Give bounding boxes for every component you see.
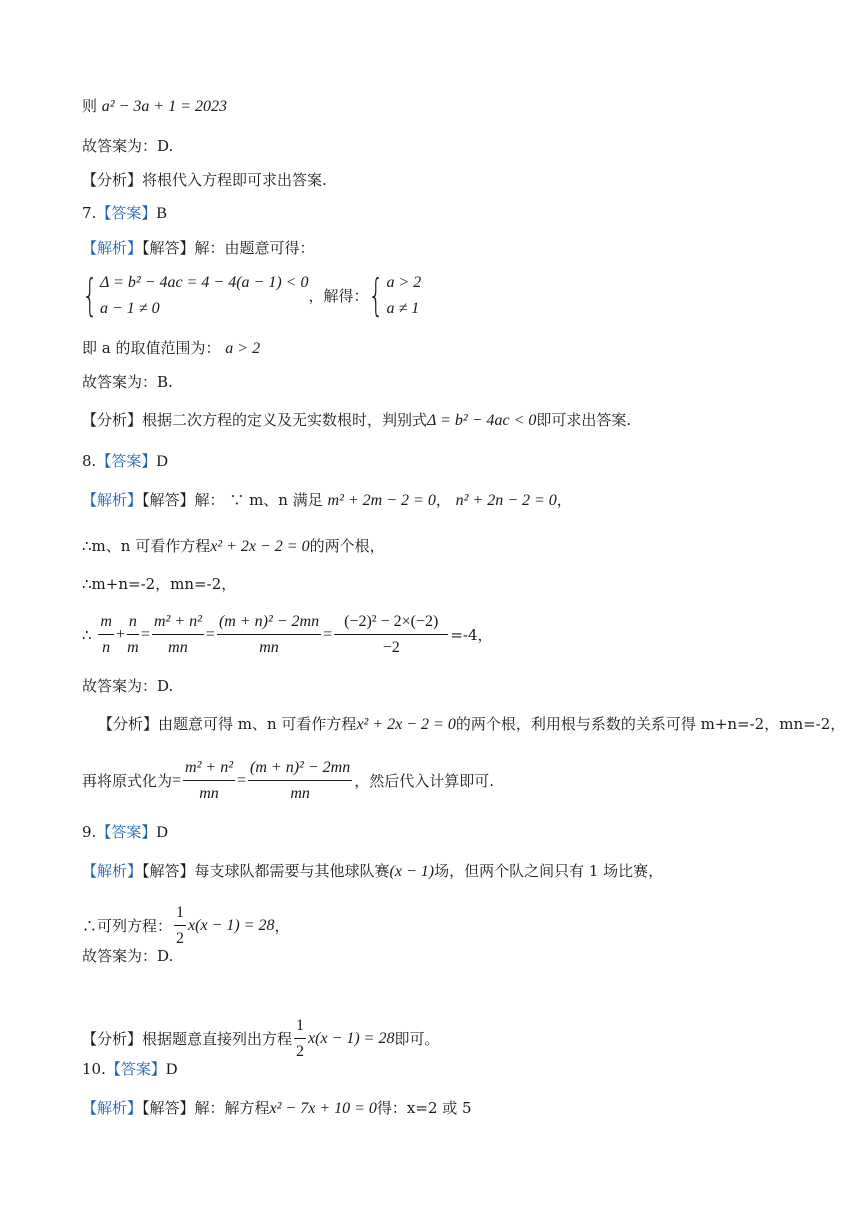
analysis-text: 【分析】根据题意直接列出方程 xyxy=(82,1030,293,1048)
denominator: n xyxy=(102,639,111,656)
explanation-tag: 【解析】 xyxy=(82,239,143,257)
question-7-solution-intro xyxy=(82,238,315,258)
answer-line: 故答案为：B. xyxy=(82,373,173,391)
denominator: mn xyxy=(259,639,279,656)
explanation-tag: 【解析】 xyxy=(82,491,143,509)
question-8-line-2 xyxy=(82,536,385,557)
solution-text: 【解答】每支球队都需要与其他球队赛 xyxy=(142,862,390,880)
equation: x² − 7x + 10 = 0 xyxy=(269,1100,377,1117)
question-number: 7. xyxy=(82,204,97,222)
solution-text: 场，但两个队之间只有 1 场比赛， xyxy=(434,862,664,880)
question-number: 10. xyxy=(82,1060,106,1078)
fraction-2 xyxy=(248,758,352,804)
solution-text: 【解答】解：由题意可得： xyxy=(142,239,315,257)
denominator: −2 xyxy=(382,639,400,656)
denominator: m xyxy=(127,639,139,656)
comma: ， xyxy=(274,917,290,935)
math-expression: a² − 3a + 1 = 2023 xyxy=(101,98,227,115)
solution-system xyxy=(386,270,421,322)
answer-tag: 【答案】 xyxy=(96,452,157,470)
numerator: (−2)² − 2×(−2) xyxy=(334,612,448,635)
question-8-analysis-1 xyxy=(98,714,845,735)
analysis-text: 的两个根，利用根与系数的关系可得 m+n=-2，mn=-2， xyxy=(455,715,846,733)
range-math: a > 2 xyxy=(225,340,261,357)
numerator: m² + n² xyxy=(183,758,235,781)
analysis-text: 再将原式化为 xyxy=(82,772,173,790)
result-text: =-4， xyxy=(450,626,493,644)
equals-sign: = xyxy=(237,772,247,789)
question-8-analysis-2 xyxy=(82,758,494,804)
text: ∴可列方程： xyxy=(82,917,173,935)
therefore-icon: ∴ xyxy=(82,626,92,644)
question-9-line-1 xyxy=(82,861,663,882)
fraction-1 xyxy=(183,758,235,804)
equals-sign: = xyxy=(323,626,333,643)
denominator: mn xyxy=(290,785,310,802)
left-brace-icon: { xyxy=(82,270,98,321)
solution-row-1: a > 2 xyxy=(386,274,422,291)
solution-text: 【解答】解：解方程 xyxy=(142,1099,270,1117)
question-number: 9. xyxy=(82,823,97,841)
comma: ， xyxy=(435,491,451,509)
answer-value: D xyxy=(165,1061,178,1078)
equation-n: n² + 2n − 2 = 0 xyxy=(455,492,557,509)
answer-value: B xyxy=(156,205,167,222)
numerator: m xyxy=(98,612,114,635)
question-8-header xyxy=(82,451,168,472)
solution-text: 【解答】解： xyxy=(142,491,225,509)
question-9-analysis xyxy=(82,1016,439,1062)
given-text: ∵ m、n 满足 xyxy=(229,491,323,509)
solution-text: 得：x=2 或 5 xyxy=(376,1099,472,1117)
question-8-line-4 xyxy=(82,612,493,658)
denominator: mn xyxy=(199,785,219,802)
solve-text: ，解得： xyxy=(308,287,369,305)
fraction-n-over-m xyxy=(127,612,139,658)
analysis-text-end: 即可求出答案. xyxy=(536,411,632,429)
answer-value: D xyxy=(156,824,168,841)
fraction-half xyxy=(174,903,186,949)
question-7-analysis xyxy=(82,410,631,431)
question-number: 8. xyxy=(82,452,97,470)
equation-system xyxy=(100,270,308,322)
analysis-text: ，然后代入计算即可. xyxy=(354,772,494,790)
math-x-minus-1: (x − 1) xyxy=(389,863,435,880)
answer-tag: 【答案】 xyxy=(96,823,157,841)
answer-line: 故答案为：D. xyxy=(82,137,174,155)
line-result xyxy=(82,96,227,117)
equation-x: x² + 2x − 2 = 0 xyxy=(356,716,456,733)
fraction-3 xyxy=(334,612,448,658)
text: ∴m、n 可看作方程 xyxy=(82,537,211,555)
equals-sign: = xyxy=(172,772,182,789)
numerator: (m + n)² − 2mn xyxy=(217,612,321,635)
answer-line: 故答案为：D. xyxy=(82,677,174,695)
equation: x(x − 1) = 28 xyxy=(308,1030,395,1047)
question-9-line-2 xyxy=(82,903,289,949)
text-prefix: 则 xyxy=(82,97,98,115)
equation-x: x² + 2x − 2 = 0 xyxy=(210,538,310,555)
denominator: mn xyxy=(168,639,188,656)
plus-sign: + xyxy=(115,626,125,643)
answer-value: D xyxy=(156,453,168,470)
numerator: 1 xyxy=(294,1016,306,1039)
discriminant-math: Δ = b² − 4ac < 0 xyxy=(427,412,537,429)
analysis-text: 【分析】由题意可得 m、n 可看作方程 xyxy=(98,715,357,733)
question-8-line-1 xyxy=(82,490,572,511)
system-row-2: a − 1 ≠ 0 xyxy=(100,300,160,317)
answer-tag: 【答案】 xyxy=(105,1060,166,1078)
analysis-tag: 【分析】 xyxy=(82,171,143,189)
equals-sign: = xyxy=(205,626,215,643)
explanation-tag: 【解析】 xyxy=(82,862,143,880)
fraction-1 xyxy=(152,612,204,658)
question-7-range xyxy=(82,338,260,359)
denominator: 2 xyxy=(176,930,185,947)
analysis-line xyxy=(82,170,327,190)
numerator: (m + n)² − 2mn xyxy=(248,758,352,781)
numerator: n xyxy=(127,612,139,635)
equation: x(x − 1) = 28 xyxy=(188,917,275,934)
numerator: m² + n² xyxy=(152,612,204,635)
comma: ， xyxy=(556,491,572,509)
fraction-2 xyxy=(217,612,321,658)
question-7-system xyxy=(82,270,421,322)
analysis-tag: 【分析】 xyxy=(82,411,143,429)
analysis-text: 将根代入方程即可求出答案. xyxy=(142,171,327,189)
question-9-header xyxy=(82,822,168,843)
answer-line: 故答案为：D. xyxy=(82,947,174,965)
numerator: 1 xyxy=(174,903,186,926)
left-brace-icon: { xyxy=(368,270,385,321)
explanation-tag: 【解析】 xyxy=(82,1099,143,1117)
equals-sign: = xyxy=(140,626,150,643)
fraction-m-over-n xyxy=(98,612,114,658)
question-8-line-3: ∴m+n=-2，mn=-2， xyxy=(82,575,237,593)
fraction-half xyxy=(294,1016,306,1062)
analysis-text: 即可。 xyxy=(394,1030,440,1048)
analysis-text: 根据二次方程的定义及无实数根时，判别式 xyxy=(142,411,428,429)
denominator: 2 xyxy=(296,1043,305,1060)
solution-row-2: a ≠ 1 xyxy=(386,300,420,317)
question-10-line-1 xyxy=(82,1098,472,1119)
equation-m: m² + 2m − 2 = 0 xyxy=(327,492,436,509)
range-text: 即 a 的取值范围为： xyxy=(82,339,221,357)
question-7-header xyxy=(82,203,167,224)
text: 的两个根， xyxy=(309,537,385,555)
question-10-header xyxy=(82,1059,177,1080)
system-row-1: Δ = b² − 4ac = 4 − 4(a − 1) < 0 xyxy=(100,274,309,291)
answer-tag: 【答案】 xyxy=(96,204,157,222)
